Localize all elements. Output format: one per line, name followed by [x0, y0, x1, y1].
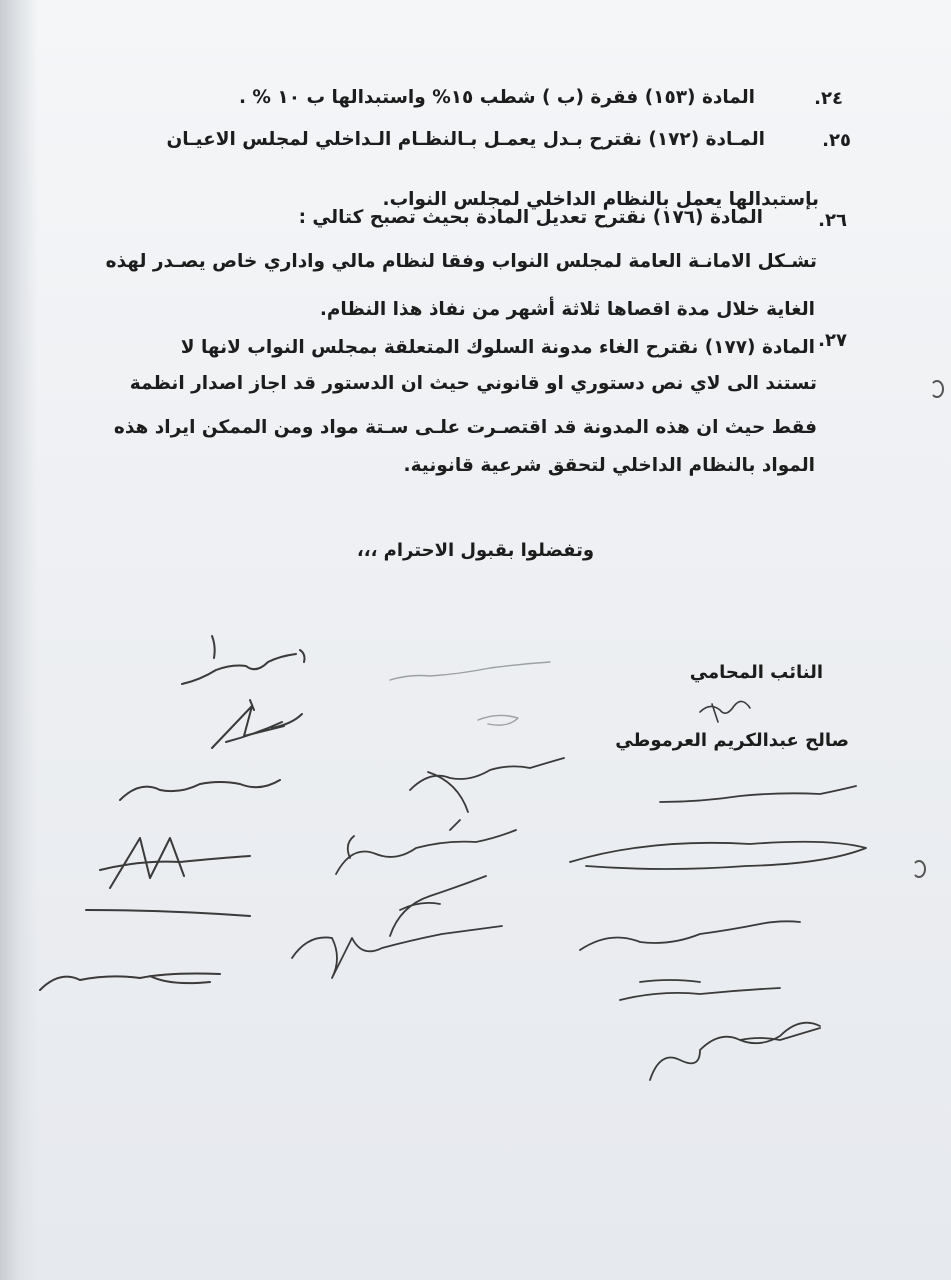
- signatory-name: صالح عبدالكريم العرموطي: [615, 730, 849, 751]
- item-27-number: ٢٧.: [818, 330, 847, 351]
- item-26-line-3: الغاية خلال مدة اقصاها ثلاثة أشهر من نفاذ هذا النظام.: [319, 299, 815, 320]
- signature-scribble: [700, 701, 750, 722]
- item-24-number: ٢٤.: [814, 88, 843, 109]
- item-26-line-1: المادة (١٧٦) نقترح تعديل المادة بحيث تصبح كتالي :: [298, 207, 763, 228]
- item-24-line-1: المادة (١٥٣) فقرة (ب ) شطب ١٥% واستبدالها ب ١٠ % .: [238, 87, 755, 108]
- signature-scribble: [40, 780, 280, 990]
- closing-salutation: وتفضلوا بقبول الاحترام ،،،: [356, 540, 595, 561]
- item-27-line-1: المادة (١٧٧) نقترح الغاء مدونة السلوك المتعلقة بمجلس النواب لانها لا: [180, 337, 815, 358]
- item-26-line-2: تشـكل الامانـة العامة لمجلس النواب وفقا لنظام مالي واداري خاص يصـدر لهذه: [105, 251, 817, 272]
- item-27-line-3: فقط حيث ان هذه المدونة قد اقتصـرت علـى سـتة مواد ومن الممكن ايراد هذه: [113, 417, 817, 438]
- item-25-line-1: المـادة (١٧٢) نقترح بـدل يعمـل بـالنظـام الـداخلي لمجلس الاعيـان: [166, 129, 765, 150]
- signature-scribble: [182, 636, 305, 748]
- item-26-number: ٢٦.: [818, 210, 847, 231]
- signature-scribble: [570, 786, 866, 1080]
- item-27-line-2: تستند الى لاي نص دستوري او قانوني حيث ان الدستور قد اجاز اصدار انظمة: [129, 373, 817, 394]
- signatory-title: النائب المحامي: [689, 662, 823, 683]
- signature-scribble: [390, 662, 550, 725]
- item-25-number: ٢٥.: [822, 130, 851, 151]
- signature-scribble: [292, 758, 564, 978]
- item-25-line-2: بإستبدالها يعمل بالنظام الداخلي لمجلس النواب.: [382, 189, 819, 210]
- item-27-line-4: المواد بالنظام الداخلي لتحقق شرعية قانونية.: [403, 455, 815, 476]
